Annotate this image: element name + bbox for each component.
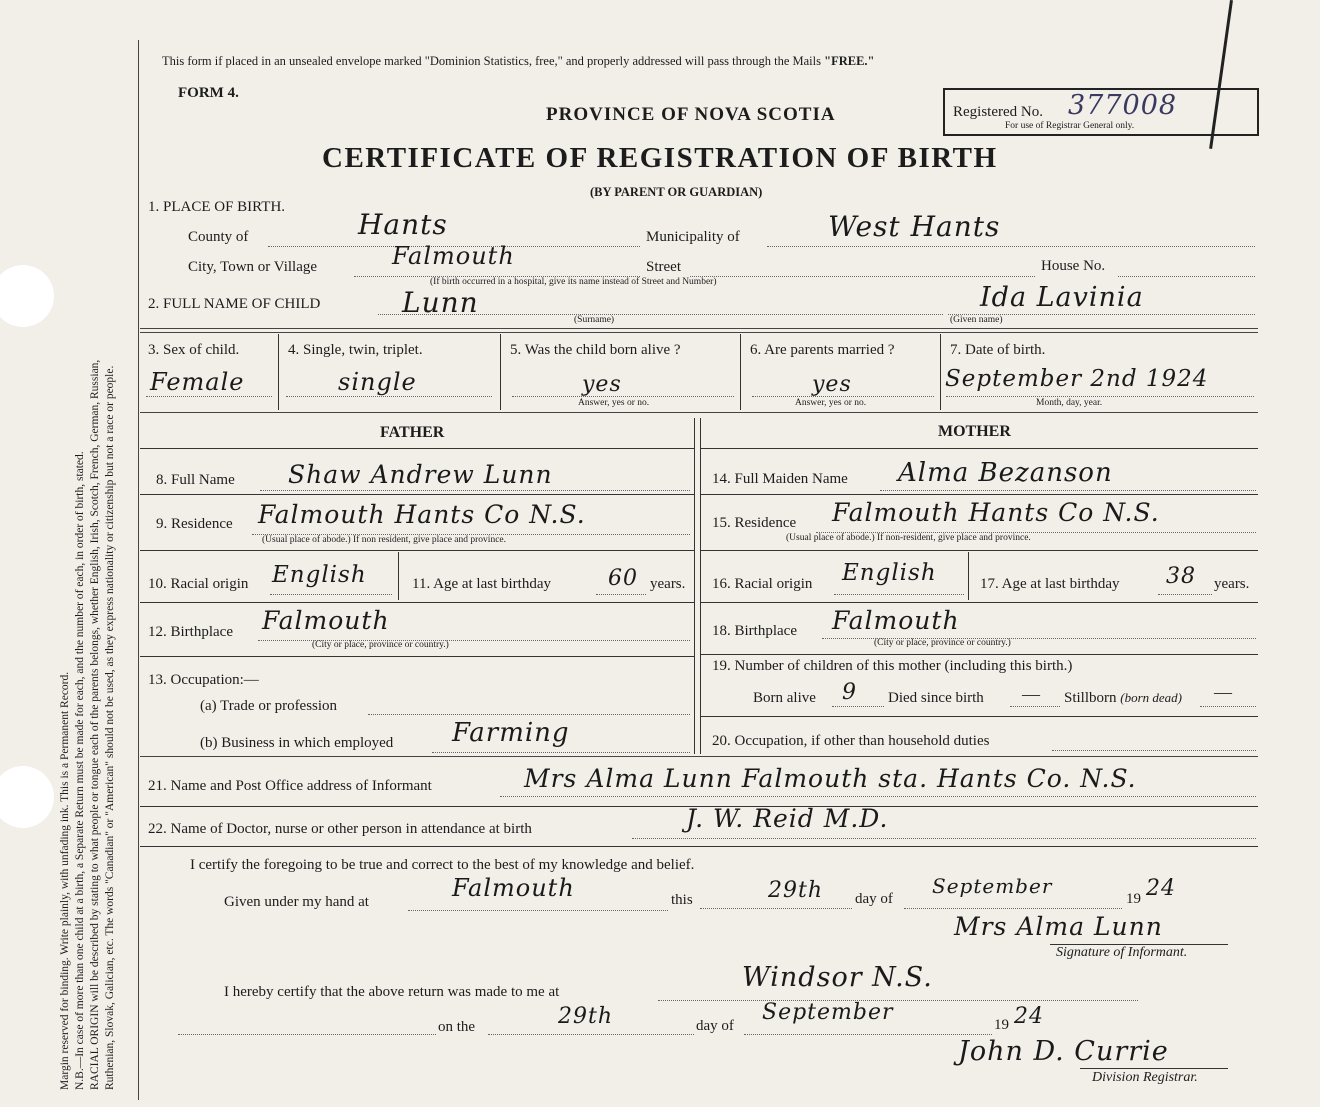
father-heading: FATHER (380, 424, 445, 441)
rule-after-name (140, 328, 1258, 329)
given-under-hand-label: Given under my hand at (224, 894, 369, 910)
registrar-statement: I hereby certify that the above return was made to me at (224, 984, 560, 1000)
municipality-line (767, 246, 1255, 247)
father-age-line (596, 594, 646, 595)
mother-age-line (1158, 594, 1212, 595)
mother-rule-4 (700, 654, 1258, 655)
registrar-day-of-label: day of (696, 1018, 734, 1034)
father-age-label: 11. Age at last birthday (412, 576, 551, 592)
mother-rule-3 (700, 602, 1258, 603)
rule-after-name-2 (140, 332, 1258, 333)
given-month-value: September (932, 874, 1053, 898)
father-heading-rule (140, 448, 694, 449)
informant-signature: Mrs Alma Lunn (954, 912, 1163, 941)
father-name-label: 8. Full Name (156, 472, 235, 488)
mother-race-divider (968, 552, 969, 600)
form-number: FORM 4. (178, 85, 239, 101)
plurality-line (286, 396, 492, 397)
died-since-birth-value: — (1022, 684, 1040, 704)
registered-label: Registered No. (953, 104, 1043, 120)
cell-divider-4 (940, 334, 941, 410)
given-day-value: 29th (768, 878, 824, 903)
father-trade-line (368, 714, 690, 715)
house-number-label: House No. (1041, 258, 1106, 274)
this-label: this (671, 892, 693, 908)
born-alive-count-value: 9 (842, 680, 857, 705)
certification-statement: I certify the foregoing to be true and correct to the best of my knowledge and belief. (190, 857, 695, 873)
given-day-of-label: day of (855, 891, 893, 907)
father-rule-4 (140, 656, 694, 657)
registrar-month-value: September (762, 1000, 894, 1025)
city-label: City, Town or Village (188, 259, 318, 275)
dob-value: September 2nd 1924 (945, 366, 1209, 392)
mother-rule-5 (700, 716, 1258, 717)
father-race-value: English (272, 562, 367, 588)
registrar-signature-line (1080, 1068, 1228, 1069)
mother-occupation-label: 20. Occupation, if other than household duties (712, 733, 990, 749)
father-birthplace-value: Falmouth (262, 606, 390, 635)
mother-age-label: 17. Age at last birthday (980, 576, 1120, 592)
father-residence-caption: (Usual place of abode.) If non resident, give place and province. (262, 535, 506, 545)
given-place-value: Falmouth (452, 874, 575, 902)
father-business-label: (b) Business in which employed (200, 735, 394, 751)
given-name-value: Ida Lavinia (980, 282, 1144, 313)
margin-note-4: Ruthenian, Slovak, Galician, etc. The words "Canadian" or "American" should not be used, as they express nationality or citizenship but not a race or people. (104, 365, 116, 1090)
informant-signature-caption: Signature of Informant. (1056, 945, 1188, 960)
doctor-line (632, 838, 1256, 839)
registrar-day-value: 29th (558, 1004, 614, 1029)
sex-line (146, 396, 272, 397)
mother-heading: MOTHER (938, 423, 1011, 440)
father-birthplace-label: 12. Birthplace (148, 624, 233, 640)
plurality-label: 4. Single, twin, triplet. (288, 342, 423, 358)
given-name-caption: (Given name) (950, 315, 1003, 325)
plurality-value: single (338, 368, 417, 396)
mother-heading-rule (700, 448, 1258, 449)
mother-birthplace-caption: (City or place, province or country.) (874, 638, 1011, 648)
father-race-line (270, 594, 392, 595)
given-year-prefix: 19 (1126, 891, 1141, 907)
registrar-lead-line (178, 1034, 436, 1035)
mother-rule-1 (700, 494, 1258, 495)
dob-line (946, 396, 1254, 397)
given-day-line (700, 908, 852, 909)
died-since-birth-label: Died since birth (888, 690, 984, 706)
given-place-line (408, 910, 668, 911)
registrar-day-line (488, 1034, 694, 1035)
born-alive-count-line (832, 706, 884, 707)
child-name-label: 2. FULL NAME OF CHILD (148, 296, 321, 312)
punch-hole-bottom (0, 766, 54, 828)
mother-occupation-line (1052, 750, 1256, 751)
mother-name-line (880, 490, 1256, 491)
mail-notice: This form if placed in an unsealed envelope marked "Dominion Statistics, free," and properly addressed will pass through the Mails "FREE." (162, 54, 875, 68)
cell-divider-3 (740, 334, 741, 410)
father-business-line (432, 752, 690, 753)
mother-birthplace-label: 18. Birthplace (712, 623, 797, 639)
surname-caption: (Surname) (574, 315, 615, 325)
stillborn-label: Stillborn (born dead) (1064, 690, 1183, 706)
certificate-subtitle: (BY PARENT OR GUARDIAN) (590, 185, 763, 199)
father-name-line (260, 490, 690, 491)
mother-name-value: Alma Bezanson (898, 458, 1113, 488)
registrar-on-the-label: on the (438, 1019, 476, 1035)
father-residence-label: 9. Residence (156, 516, 233, 532)
place-of-birth-label: 1. PLACE OF BIRTH. (148, 199, 286, 215)
mother-residence-value: Falmouth Hants Co N.S. (832, 498, 1160, 527)
parents-married-line (752, 396, 934, 397)
registrar-year-prefix: 19 (994, 1017, 1009, 1033)
informant-value: Mrs Alma Lunn Falmouth sta. Hants Co. N.S. (524, 764, 1137, 793)
certificate-title: CERTIFICATE OF REGISTRATION OF BIRTH (322, 142, 998, 174)
doctor-value: J. W. Reid M.D. (686, 804, 889, 833)
street-label: Street (646, 259, 681, 275)
father-residence-value: Falmouth Hants Co N.S. (258, 500, 586, 529)
mother-birthplace-value: Falmouth (832, 606, 960, 635)
dob-label: 7. Date of birth. (950, 342, 1046, 358)
margin-rule (138, 40, 139, 1100)
registrar-month-line (744, 1034, 992, 1035)
municipality-value: West Hants (828, 210, 1001, 243)
born-alive-line (512, 396, 734, 397)
punch-hole-top (0, 265, 54, 327)
registrar-place-value: Windsor N.S. (742, 962, 933, 993)
cell-divider-1 (278, 334, 279, 410)
sex-value: Female (150, 368, 245, 396)
stillborn-line (1200, 706, 1256, 707)
mother-race-value: English (842, 560, 937, 586)
city-value: Falmouth (392, 242, 515, 270)
province-heading: PROVINCE OF NOVA SCOTIA (546, 104, 836, 125)
mother-name-label: 14. Full Maiden Name (712, 471, 848, 487)
given-year-value: 24 (1146, 876, 1176, 901)
father-occupation-label: 13. Occupation:— (148, 672, 259, 688)
registrar-signature: John D. Currie (958, 1036, 1169, 1067)
dob-caption: Month, day, year. (1036, 398, 1103, 408)
mother-residence-label: 15. Residence (712, 515, 797, 531)
house-number-line (1118, 276, 1255, 277)
county-label: County of (188, 229, 249, 245)
registrar-note: For use of Registrar General only. (1005, 121, 1135, 131)
parents-married-value: yes (812, 372, 852, 397)
mother-age-value: 38 (1166, 564, 1196, 589)
mother-age-unit: years. (1214, 576, 1250, 592)
rule-after-doctor (140, 846, 1258, 847)
father-name-value: Shaw Andrew Lunn (288, 460, 553, 489)
father-birthplace-caption: (City or place, province or country.) (312, 640, 449, 650)
parents-married-caption: Answer, yes or no. (795, 398, 867, 408)
mother-race-label: 16. Racial origin (712, 576, 813, 592)
rule-after-parents (140, 756, 1258, 757)
margin-notes (58, 20, 118, 1090)
father-age-unit: years. (650, 576, 686, 592)
margin-note-3: RACIAL ORIGIN will be described by stating to what people or tongue each of the parents belongs, whether English, Irish, Scotch, French, German, Russian, (89, 359, 101, 1090)
father-race-divider (398, 552, 399, 600)
margin-note-2: N.B.—In case of more than one child at a birth, a Separate Return must be made for each, and the number of each, in order of birth, stated. (74, 451, 86, 1090)
born-alive-caption: Answer, yes or no. (578, 398, 650, 408)
mother-children-label: 19. Number of children of this mother (including this birth.) (712, 658, 1073, 674)
rule-after-row (140, 412, 1258, 413)
father-rule-2 (140, 550, 694, 551)
mother-race-line (834, 594, 964, 595)
born-alive-count-label: Born alive (753, 690, 816, 706)
registrar-year-value: 24 (1014, 1004, 1044, 1029)
stillborn-value: — (1214, 682, 1232, 702)
given-month-line (904, 908, 1122, 909)
doctor-label: 22. Name of Doctor, nurse or other person in attendance at birth (148, 821, 532, 837)
informant-label: 21. Name and Post Office address of Informant (148, 778, 432, 794)
father-trade-label: (a) Trade or profession (200, 698, 338, 714)
street-line (690, 276, 1035, 277)
hospital-note: (If birth occurred in a hospital, give its name instead of Street and Number) (430, 277, 717, 287)
mother-residence-caption: (Usual place of abode.) If non-resident, give place and province. (786, 533, 1031, 543)
father-business-value: Farming (452, 718, 570, 748)
mother-rule-2 (700, 550, 1258, 551)
father-age-value: 60 (608, 566, 638, 591)
parents-married-label: 6. Are parents married ? (750, 342, 895, 358)
registered-number: 377008 (1068, 90, 1178, 121)
margin-note-1: Margin reserved for binding. Write plainly, with unfading ink. This is a Permanent Record. (59, 671, 71, 1090)
registrar-place-line (658, 1000, 1138, 1001)
informant-line (500, 796, 1256, 797)
county-value: Hants (358, 208, 448, 241)
parents-divider-b (700, 418, 701, 754)
father-race-label: 10. Racial origin (148, 576, 249, 592)
sex-label: 3. Sex of child. (148, 342, 240, 358)
registrar-signature-caption: Division Registrar. (1092, 1070, 1198, 1085)
born-alive-label: 5. Was the child born alive ? (510, 342, 681, 358)
parents-divider-a (694, 418, 695, 754)
cell-divider-2 (500, 334, 501, 410)
died-since-birth-line (1010, 706, 1060, 707)
surname-value: Lunn (402, 286, 479, 319)
born-alive-value: yes (582, 372, 622, 397)
father-rule-1 (140, 494, 694, 495)
municipality-label: Municipality of (646, 229, 740, 245)
father-rule-3 (140, 602, 694, 603)
